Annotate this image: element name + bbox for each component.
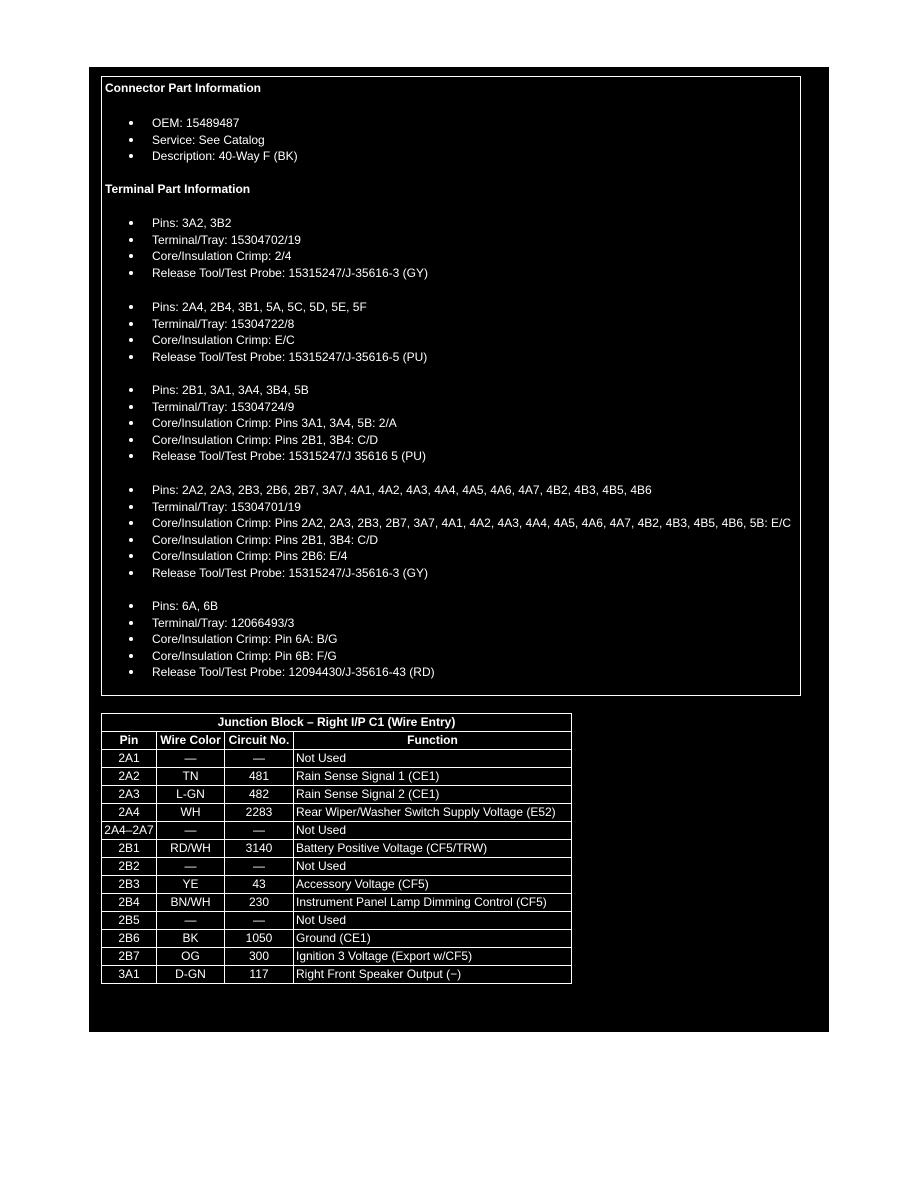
terminal-group-1 [102,215,428,281]
wire-color-cell: — [157,912,225,930]
list-item: Release Tool/Test Probe: 15315247/J-35616-5 (PU) [102,349,427,366]
list-item: Release Tool/Test Probe: 15315247/J-35616-3 (GY) [102,265,428,282]
pin-cell: 2B4 [102,894,157,912]
pin-cell: 2A3 [102,786,157,804]
terminal-group-3 [102,382,426,465]
function-cell: Rain Sense Signal 2 (CE1) [294,786,572,804]
list-item: Core/Insulation Crimp: Pins 2B1, 3B4: C/D [102,532,791,549]
pin-cell: 2A2 [102,768,157,786]
circuit-no-cell: — [225,858,294,876]
terminal-group-2 [102,299,427,365]
circuit-no-cell: 300 [225,948,294,966]
connector-part-information-heading: Connector Part Information [105,81,262,95]
list-item: Description: 40-Way F (BK) [102,148,298,165]
list-item: Pins: 2A4, 2B4, 3B1, 5A, 5C, 5D, 5E, 5F [102,299,427,316]
terminal-group-5 [102,598,435,681]
circuit-no-cell: — [225,912,294,930]
column-header-circuit-no: Circuit No. [225,732,294,750]
function-cell: Ignition 3 Voltage (Export w/CF5) [294,948,572,966]
wire-color-cell: RD/WH [157,840,225,858]
table-row [102,858,572,876]
wire-color-cell: — [157,822,225,840]
connector-info-list [102,115,298,165]
table-header-row [102,732,572,750]
circuit-no-cell: 117 [225,966,294,984]
function-cell: Right Front Speaker Output (−) [294,966,572,984]
list-item: Core/Insulation Crimp: Pins 2A2, 2A3, 2B3, 2B7, 3A7, 4A1, 4A2, 4A3, 4A4, 4A5, 4A6, 4A7, 4B2, 4B3, 4B5, 4B6, 5B: E/C [102,515,791,532]
table-row [102,768,572,786]
list-item: Pins: 2B1, 3A1, 3A4, 3B4, 5B [102,382,426,399]
list-item: Release Tool/Test Probe: 15315247/J-35616-3 (GY) [102,565,791,582]
list-item: Pins: 3A2, 3B2 [102,215,428,232]
table-row [102,750,572,768]
circuit-no-cell: 481 [225,768,294,786]
table-row [102,894,572,912]
list-item: Terminal/Tray: 15304701/19 [102,499,791,516]
wire-color-cell: — [157,750,225,768]
pin-cell: 2A1 [102,750,157,768]
function-cell: Not Used [294,750,572,768]
list-item: Release Tool/Test Probe: 15315247/J 35616 5 (PU) [102,448,426,465]
table-row [102,948,572,966]
wire-color-cell: — [157,858,225,876]
pin-cell: 3A1 [102,966,157,984]
circuit-no-cell: 2283 [225,804,294,822]
list-item: Core/Insulation Crimp: 2/4 [102,248,428,265]
pin-cell: 2B3 [102,876,157,894]
pin-cell: 2B1 [102,840,157,858]
pin-cell: 2B7 [102,948,157,966]
function-cell: Instrument Panel Lamp Dimming Control (CF5) [294,894,572,912]
pin-cell: 2B6 [102,930,157,948]
table-row [102,930,572,948]
list-item: Pins: 2A2, 2A3, 2B3, 2B6, 2B7, 3A7, 4A1, 4A2, 4A3, 4A4, 4A5, 4A6, 4A7, 4B2, 4B3, 4B5, 4B6 [102,482,791,499]
list-item: Terminal/Tray: 15304722/8 [102,316,427,333]
table-body [102,750,572,984]
column-header-wire-color: Wire Color [157,732,225,750]
pin-cell: 2B5 [102,912,157,930]
list-item: Pins: 6A, 6B [102,598,435,615]
wire-color-cell: D-GN [157,966,225,984]
function-cell: Not Used [294,912,572,930]
wire-color-cell: TN [157,768,225,786]
circuit-no-cell: 1050 [225,930,294,948]
terminal-part-information-heading: Terminal Part Information [105,182,251,196]
function-cell: Rear Wiper/Washer Switch Supply Voltage (E52) [294,804,572,822]
wire-color-cell: OG [157,948,225,966]
list-item: Core/Insulation Crimp: Pin 6A: B/G [102,631,435,648]
column-header-function: Function [294,732,572,750]
list-item: Terminal/Tray: 15304702/19 [102,232,428,249]
circuit-no-cell: — [225,750,294,768]
table-row [102,876,572,894]
table-row [102,966,572,984]
list-item: OEM: 15489487 [102,115,298,132]
pin-cell: 2A4–2A7 [102,822,157,840]
circuit-no-cell: 3140 [225,840,294,858]
list-item: Core/Insulation Crimp: Pin 6B: F/G [102,648,435,665]
function-cell: Ground (CE1) [294,930,572,948]
wire-color-cell: L-GN [157,786,225,804]
list-item: Terminal/Tray: 15304724/9 [102,399,426,416]
circuit-no-cell: 230 [225,894,294,912]
document-panel [89,67,829,1032]
junction-block-table [101,713,572,984]
table-row [102,912,572,930]
table-row [102,840,572,858]
table-title-row [102,714,572,732]
terminal-group-4 [102,482,791,581]
circuit-no-cell: 482 [225,786,294,804]
list-item: Core/Insulation Crimp: Pins 2B1, 3B4: C/D [102,432,426,449]
wire-color-cell: BK [157,930,225,948]
column-header-pin: Pin [102,732,157,750]
pin-cell: 2A4 [102,804,157,822]
table-row [102,822,572,840]
wire-color-cell: WH [157,804,225,822]
list-item: Terminal/Tray: 12066493/3 [102,615,435,632]
list-item: Core/Insulation Crimp: Pins 3A1, 3A4, 5B: 2/A [102,415,426,432]
circuit-no-cell: — [225,822,294,840]
function-cell: Rain Sense Signal 1 (CE1) [294,768,572,786]
list-item: Service: See Catalog [102,132,298,149]
function-cell: Not Used [294,822,572,840]
function-cell: Battery Positive Voltage (CF5/TRW) [294,840,572,858]
list-item: Core/Insulation Crimp: Pins 2B6: E/4 [102,548,791,565]
function-cell: Accessory Voltage (CF5) [294,876,572,894]
table-title: Junction Block – Right I/P C1 (Wire Entry) [102,714,572,732]
circuit-no-cell: 43 [225,876,294,894]
wire-color-cell: BN/WH [157,894,225,912]
function-cell: Not Used [294,858,572,876]
table-row [102,786,572,804]
wire-color-cell: YE [157,876,225,894]
list-item: Core/Insulation Crimp: E/C [102,332,427,349]
list-item: Release Tool/Test Probe: 12094430/J-35616-43 (RD) [102,664,435,681]
table-row [102,804,572,822]
part-information-box [101,76,801,696]
pin-cell: 2B2 [102,858,157,876]
